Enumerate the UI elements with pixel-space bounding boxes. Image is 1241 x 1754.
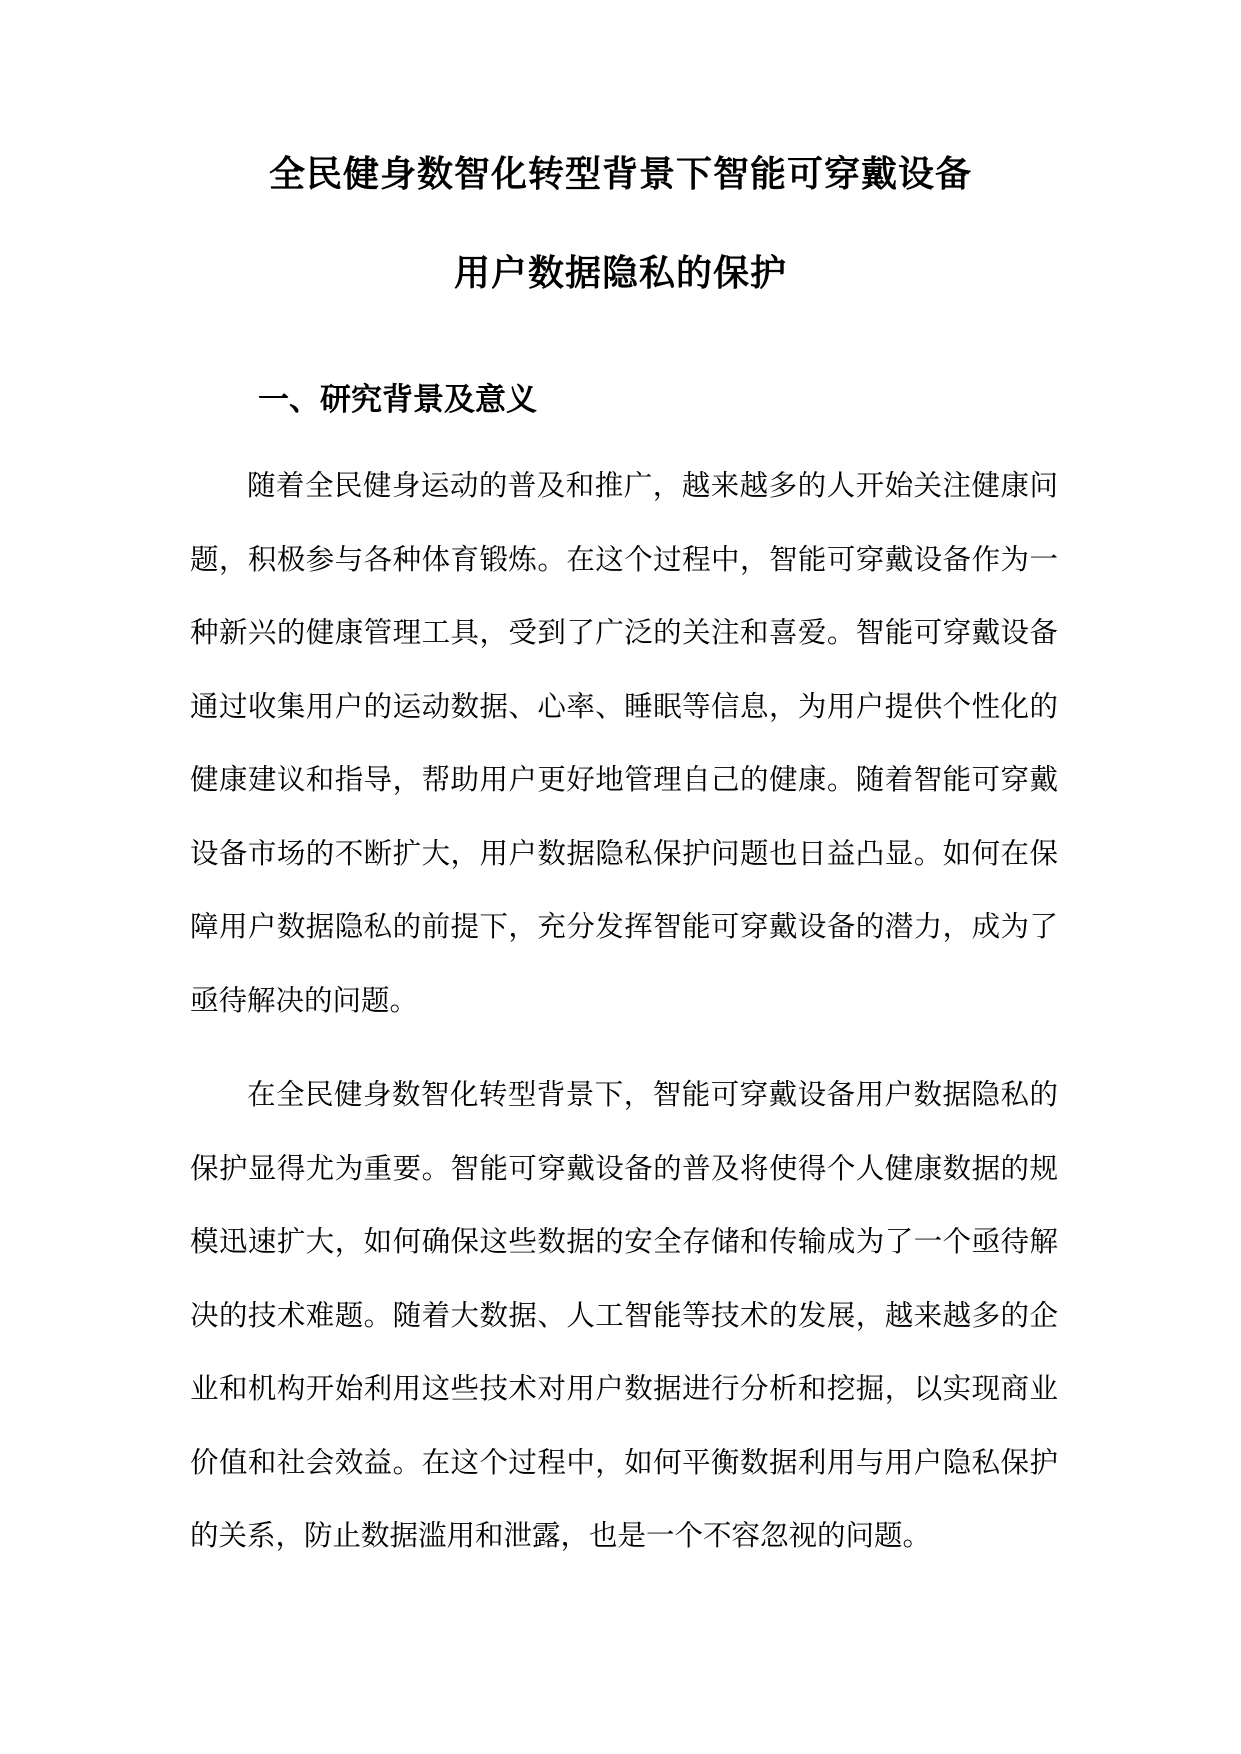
document-title-line-1: 全民健身数智化转型背景下智能可穿戴设备 [268, 154, 972, 195]
body-paragraph-2: 在全民健身数智化转型背景下，智能可穿戴设备用户数据隐私的保护显得尤为重要。智能可穿戴设备的普及将使得个人健康数据的规模迅速扩大，如何确保这些数据的安全存储和传输成为了一个亟待解决的技术难题。随着大数据、人工智能等技术的发展，越来越多的企业和机构开始利用这些技术对用户数据进行分析和挖掘，以实现商业价值和社会效益。在这个过程中，如何平衡数据利用与用户隐私保护的关系，防止数据滥用和泄露，也是一个不容忽视的问题。 [190, 1078, 1058, 1552]
document-title-line-2: 用户数据隐私的保护 [453, 253, 787, 294]
section-heading: 一、研究背景及意义 [258, 382, 537, 418]
body-paragraph-1: 随着全民健身运动的普及和推广，越来越多的人开始关注健康问题，积极参与各种体育锻炼。在这个过程中，智能可穿戴设备作为一种新兴的健康管理工具，受到了广泛的关注和喜爱。智能可穿戴设备通过收集用户的运动数据、心率、睡眠等信息，为用户提供个性化的健康建议和指导，帮助用户更好地管理自己的健康。随着智能可穿戴设备市场的不断扩大，用户数据隐私保护问题也日益凸显。如何在保障用户数据隐私的前提下，充分发挥智能可穿戴设备的潜力，成为了亟待解决的问题。 [190, 469, 1058, 1017]
